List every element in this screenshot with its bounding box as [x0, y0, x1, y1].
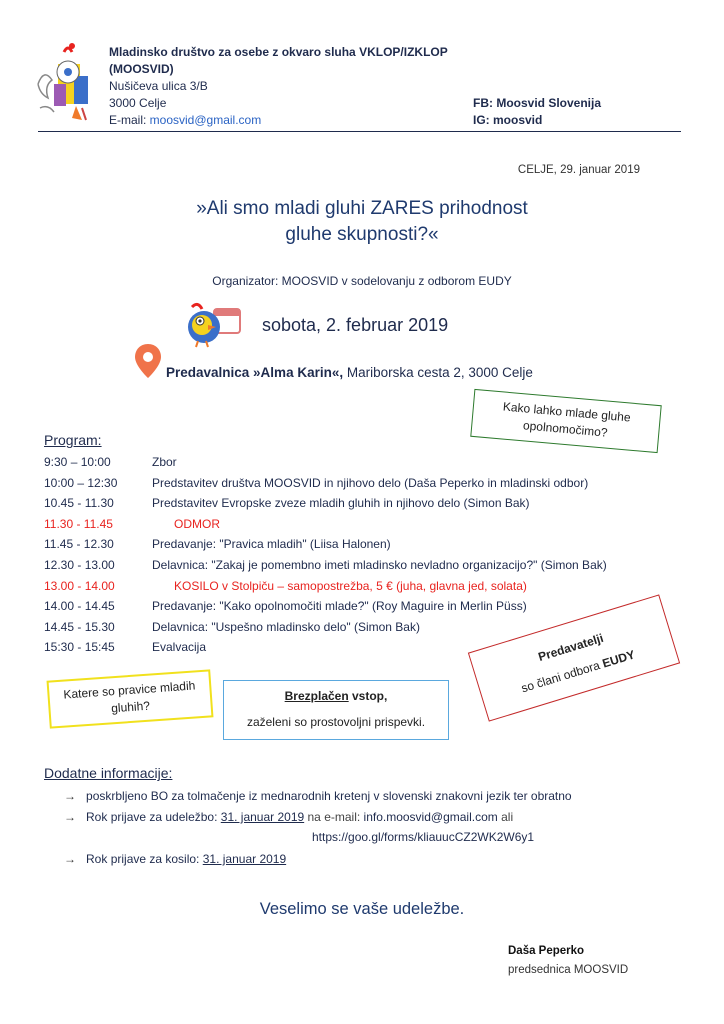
free-entry-word: Brezplačen: [284, 689, 349, 703]
schedule-time: 14.45 - 15.30: [44, 619, 115, 634]
free-entry-line: [224, 688, 448, 705]
organizer-value: MOOSVID v sodelovanju z odborom EUDY: [281, 274, 512, 288]
instagram-handle: IG: moosvid: [473, 113, 543, 127]
signature-name: Daša Peperko: [508, 945, 585, 957]
schedule-time: 12.30 - 13.00: [44, 557, 115, 572]
info-label: Rok prijave za udeležbo:: [86, 810, 221, 824]
title-line1: »Ali smo mladi gluhi ZARES prihodnost: [196, 198, 528, 219]
title-line2: gluhe skupnosti?«: [285, 224, 439, 245]
question-box-empower: Kako lahko mlade gluhe opolnomočimo?: [470, 389, 661, 453]
info-text: ali: [497, 810, 514, 824]
location-pin-icon: [133, 343, 163, 379]
schedule-row: [44, 452, 684, 473]
schedule-desc: Delavnica: "Zakaj je pomembno imeti mladinsko nevladno organizacijo?" (Simon Bak): [152, 557, 607, 572]
schedule-time: 11.45 - 12.30: [44, 537, 114, 552]
email-line: [109, 112, 449, 129]
schedule-desc: Predavanje: "Kako opolnomočiti mlade?" (Roy Maguire in Merlin Püss): [152, 599, 527, 614]
bird-calendar-icon: [178, 299, 246, 349]
org-name-line2: (MOOSVID): [109, 62, 174, 76]
schedule-time: 15:30 - 15:45: [44, 640, 115, 655]
schedule-desc: Predstavitev društva MOOSVID in njihovo delo (Daša Peperko in mladinski odbor): [152, 475, 589, 490]
schedule-desc: Predavanje: "Pravica mladih" (Liisa Halonen): [152, 537, 391, 552]
event-date: sobota, 2. februar 2019: [262, 315, 449, 335]
schedule-time: 9:30 – 10:00: [44, 455, 111, 469]
schedule-time: 10:00 – 12:30: [44, 475, 118, 490]
schedule-row: [44, 493, 684, 514]
lunch-deadline: 31. januar 2019: [202, 852, 287, 866]
closing-message: Veselimo se vaše udeležbe.: [259, 900, 465, 918]
registration-form-link[interactable]: https://goo.gl/forms/kliauucCZ2WK2W6y1: [312, 830, 535, 844]
schedule-time: 14.00 - 14.45: [44, 599, 115, 614]
info-item-registration: [64, 810, 513, 824]
signature-role: predsednica MOOSVID: [508, 964, 629, 976]
venue-name: Predavalnica »Alma Karin«,: [166, 365, 344, 380]
schedule-row: [44, 555, 684, 576]
schedule-desc: Delavnica: "Uspešno mladinsko delo" (Simon Bak): [152, 619, 420, 634]
schedule-desc: ODMOR: [174, 516, 220, 531]
schedule-row: [44, 596, 684, 617]
email-label: E-mail:: [109, 113, 150, 127]
schedule-time: 11.30 - 11.45: [44, 516, 113, 531]
organizer: [60, 274, 664, 288]
schedule-row: [44, 473, 684, 494]
free-entry-box: [223, 680, 449, 740]
donation-note: zaželeni so prostovoljni prispevki.: [246, 715, 426, 729]
arrow-right-icon: →: [64, 789, 76, 803]
email-link[interactable]: moosvid@gmail.com: [149, 113, 262, 127]
org-name-line1: Mladinsko društvo za osebe z okvaro sluha VKLOP/IZKLOP: [109, 45, 448, 59]
info-label: Rok prijave za kosilo:: [86, 852, 203, 866]
arrow-right-icon: →: [64, 852, 76, 866]
schedule-desc: Zbor: [152, 455, 177, 469]
org-name: [109, 44, 449, 129]
info-item-lunch: [64, 852, 286, 866]
info-item-interpretation: [64, 789, 572, 803]
schedule-time: 10.45 - 11.30: [44, 496, 114, 511]
registration-email-link[interactable]: info.moosvid@gmail.com: [363, 810, 498, 824]
program-heading: Program:: [44, 432, 102, 448]
organizer-label: Organizator:: [212, 274, 282, 288]
facebook-handle: FB: Moosvid Slovenija: [473, 96, 602, 110]
letter-date: CELJE, 29. januar 2019: [517, 164, 640, 176]
speakers-eudy: EUDY: [600, 647, 637, 671]
city: 3000 Celje: [109, 96, 167, 110]
schedule-desc: Evalvacija: [152, 640, 207, 655]
schedule-desc: KOSILO v Stolpiču – samopostrežba, 5 € (juha, glavna jed, solata): [174, 578, 527, 593]
street: Nušičeva ulica 3/B: [109, 79, 208, 93]
schedule-desc: Predstavitev Evropske zveze mladih gluhih in njihovo delo (Simon Bak): [152, 496, 530, 511]
venue-address: Mariborska cesta 2, 3000 Celje: [343, 365, 533, 380]
venue: [166, 365, 533, 380]
question-box-rights: Katere so pravice mladih gluhih?: [47, 669, 214, 728]
registration-deadline: 31. januar 2019: [220, 810, 305, 824]
header-divider: [38, 131, 681, 132]
schedule-row-break: [44, 514, 684, 535]
moosvid-logo: [30, 36, 104, 132]
info-text: poskrbljeno BO za tolmačenje iz mednarodnih kretenj v slovenski znakovni jezik ter obratno: [86, 789, 572, 803]
schedule-row-lunch: [44, 576, 684, 597]
speakers-text: so člani odbora: [519, 657, 605, 696]
free-entry-rest: vstop,: [348, 689, 388, 703]
arrow-right-icon: →: [64, 810, 76, 824]
schedule-row: [44, 534, 684, 555]
speakers-label: Predavatelji: [536, 630, 606, 665]
info-text: na e-mail:: [304, 810, 364, 824]
info-heading: Dodatne informacije:: [44, 765, 173, 781]
schedule-time: 13.00 - 14.00: [44, 578, 115, 593]
page-title: [60, 196, 664, 248]
